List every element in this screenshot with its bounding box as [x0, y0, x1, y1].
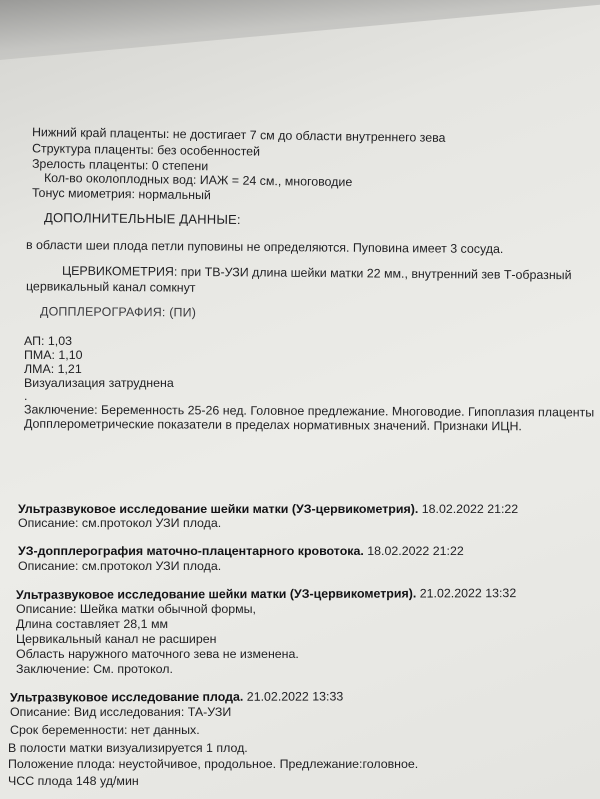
doppler-dot: . — [24, 389, 28, 403]
doppler-visualization: Визуализация затруднена — [24, 376, 174, 390]
additional-heading: ДОПОЛНИТЕЛЬНЫЕ ДАННЫЕ: — [43, 209, 241, 228]
record-4-line-5: ЧСС плода 148 уд/мин — [8, 774, 139, 788]
record-3-line-2: Длина составляет 28,1 мм — [16, 617, 168, 631]
doppler-ap: АП: 1,03 — [24, 334, 73, 348]
record-title: Ультразвуковое исследование плода. — [9, 689, 244, 705]
additional-text: в области шеи плода петли пуповины не определяются. Пуповина имеет 3 сосуда. — [25, 237, 504, 257]
page-fold-shadow — [0, 0, 600, 60]
doppler-heading: ДОППЛЕРОГРАФИЯ: (ПИ) — [39, 304, 197, 320]
doppler-lma: ЛМА: 1,21 — [24, 362, 82, 376]
cervicometry-line-2: цервикальный канал сомкнут — [25, 279, 196, 295]
record-datetime: 18.02.2022 21:22 — [421, 502, 519, 516]
doppler-pma: ПМА: 1,10 — [24, 348, 83, 362]
record-3-line-5: Заключение: См. протокол. — [16, 662, 173, 676]
record-datetime: 21.02.2022 13:32 — [419, 586, 517, 601]
record-datetime: 18.02.2022 21:22 — [367, 544, 464, 558]
conclusion-line-1: Заключение: Беременность 25-26 нед. Головное предлежание. Многоводие. Гипоплазия плаценты — [23, 402, 595, 420]
record-3-line-4: Область наружного маточного зева не изменена. — [16, 647, 299, 661]
conclusion-line-2: Допплерометрические показатели в пределах нормативных значений. Признаки ИЦН. — [23, 416, 522, 434]
cervicometry-line-1: ЦЕРВИКОМЕТРИЯ: при ТВ-УЗИ длина шейки матки 22 мм., внутренний зев Т-образный — [61, 263, 572, 283]
record-4-line-1: Описание: Вид исследования: ТА-УЗИ — [10, 705, 232, 719]
record-1-header — [18, 502, 518, 516]
record-3-line-3: Цервикальный канал не расширен — [16, 632, 217, 646]
record-3-header — [16, 586, 516, 602]
record-2-header — [18, 544, 464, 558]
record-datetime: 21.02.2022 13:33 — [246, 689, 344, 704]
record-2-line-1: Описание: см.протокол УЗИ плода. — [18, 559, 222, 573]
record-title: Ультразвуковое исследование шейки матки (УЗ-цервикометрия). — [18, 502, 419, 516]
record-4-line-2: Срок беременности: нет данных. — [10, 723, 200, 737]
record-title: Ультразвуковое исследование шейки матки (УЗ-цервикометрия). — [15, 586, 417, 602]
record-4-header — [10, 689, 343, 704]
record-4-line-4: Положение плода: неустойчивое, продольное. Предлежание:головное. — [8, 757, 419, 771]
myometrium-tone: Тонус миометрия: нормальный — [31, 185, 211, 203]
amniotic-fluid: Кол-во околоплодных вод: ИАЖ = 24 см., многоводие — [43, 170, 353, 190]
placenta-lower-edge: Нижний край плаценты: не достигает 7 см до области внутреннего зева — [31, 125, 446, 145]
placenta-maturity: Зрелость плаценты: 0 степени — [31, 156, 209, 174]
record-1-line-1: Описание: см.протокол УЗИ плода. — [18, 516, 222, 530]
record-title: УЗ-допплерография маточно-плацентарного кровотока. — [18, 544, 364, 558]
record-3-line-1: Описание: Шейка матки обычной формы, — [16, 602, 256, 616]
placenta-structure: Структура плаценты: без особенностей — [31, 141, 261, 159]
record-4-line-3: В полости матки визуализируется 1 плод. — [8, 741, 248, 755]
